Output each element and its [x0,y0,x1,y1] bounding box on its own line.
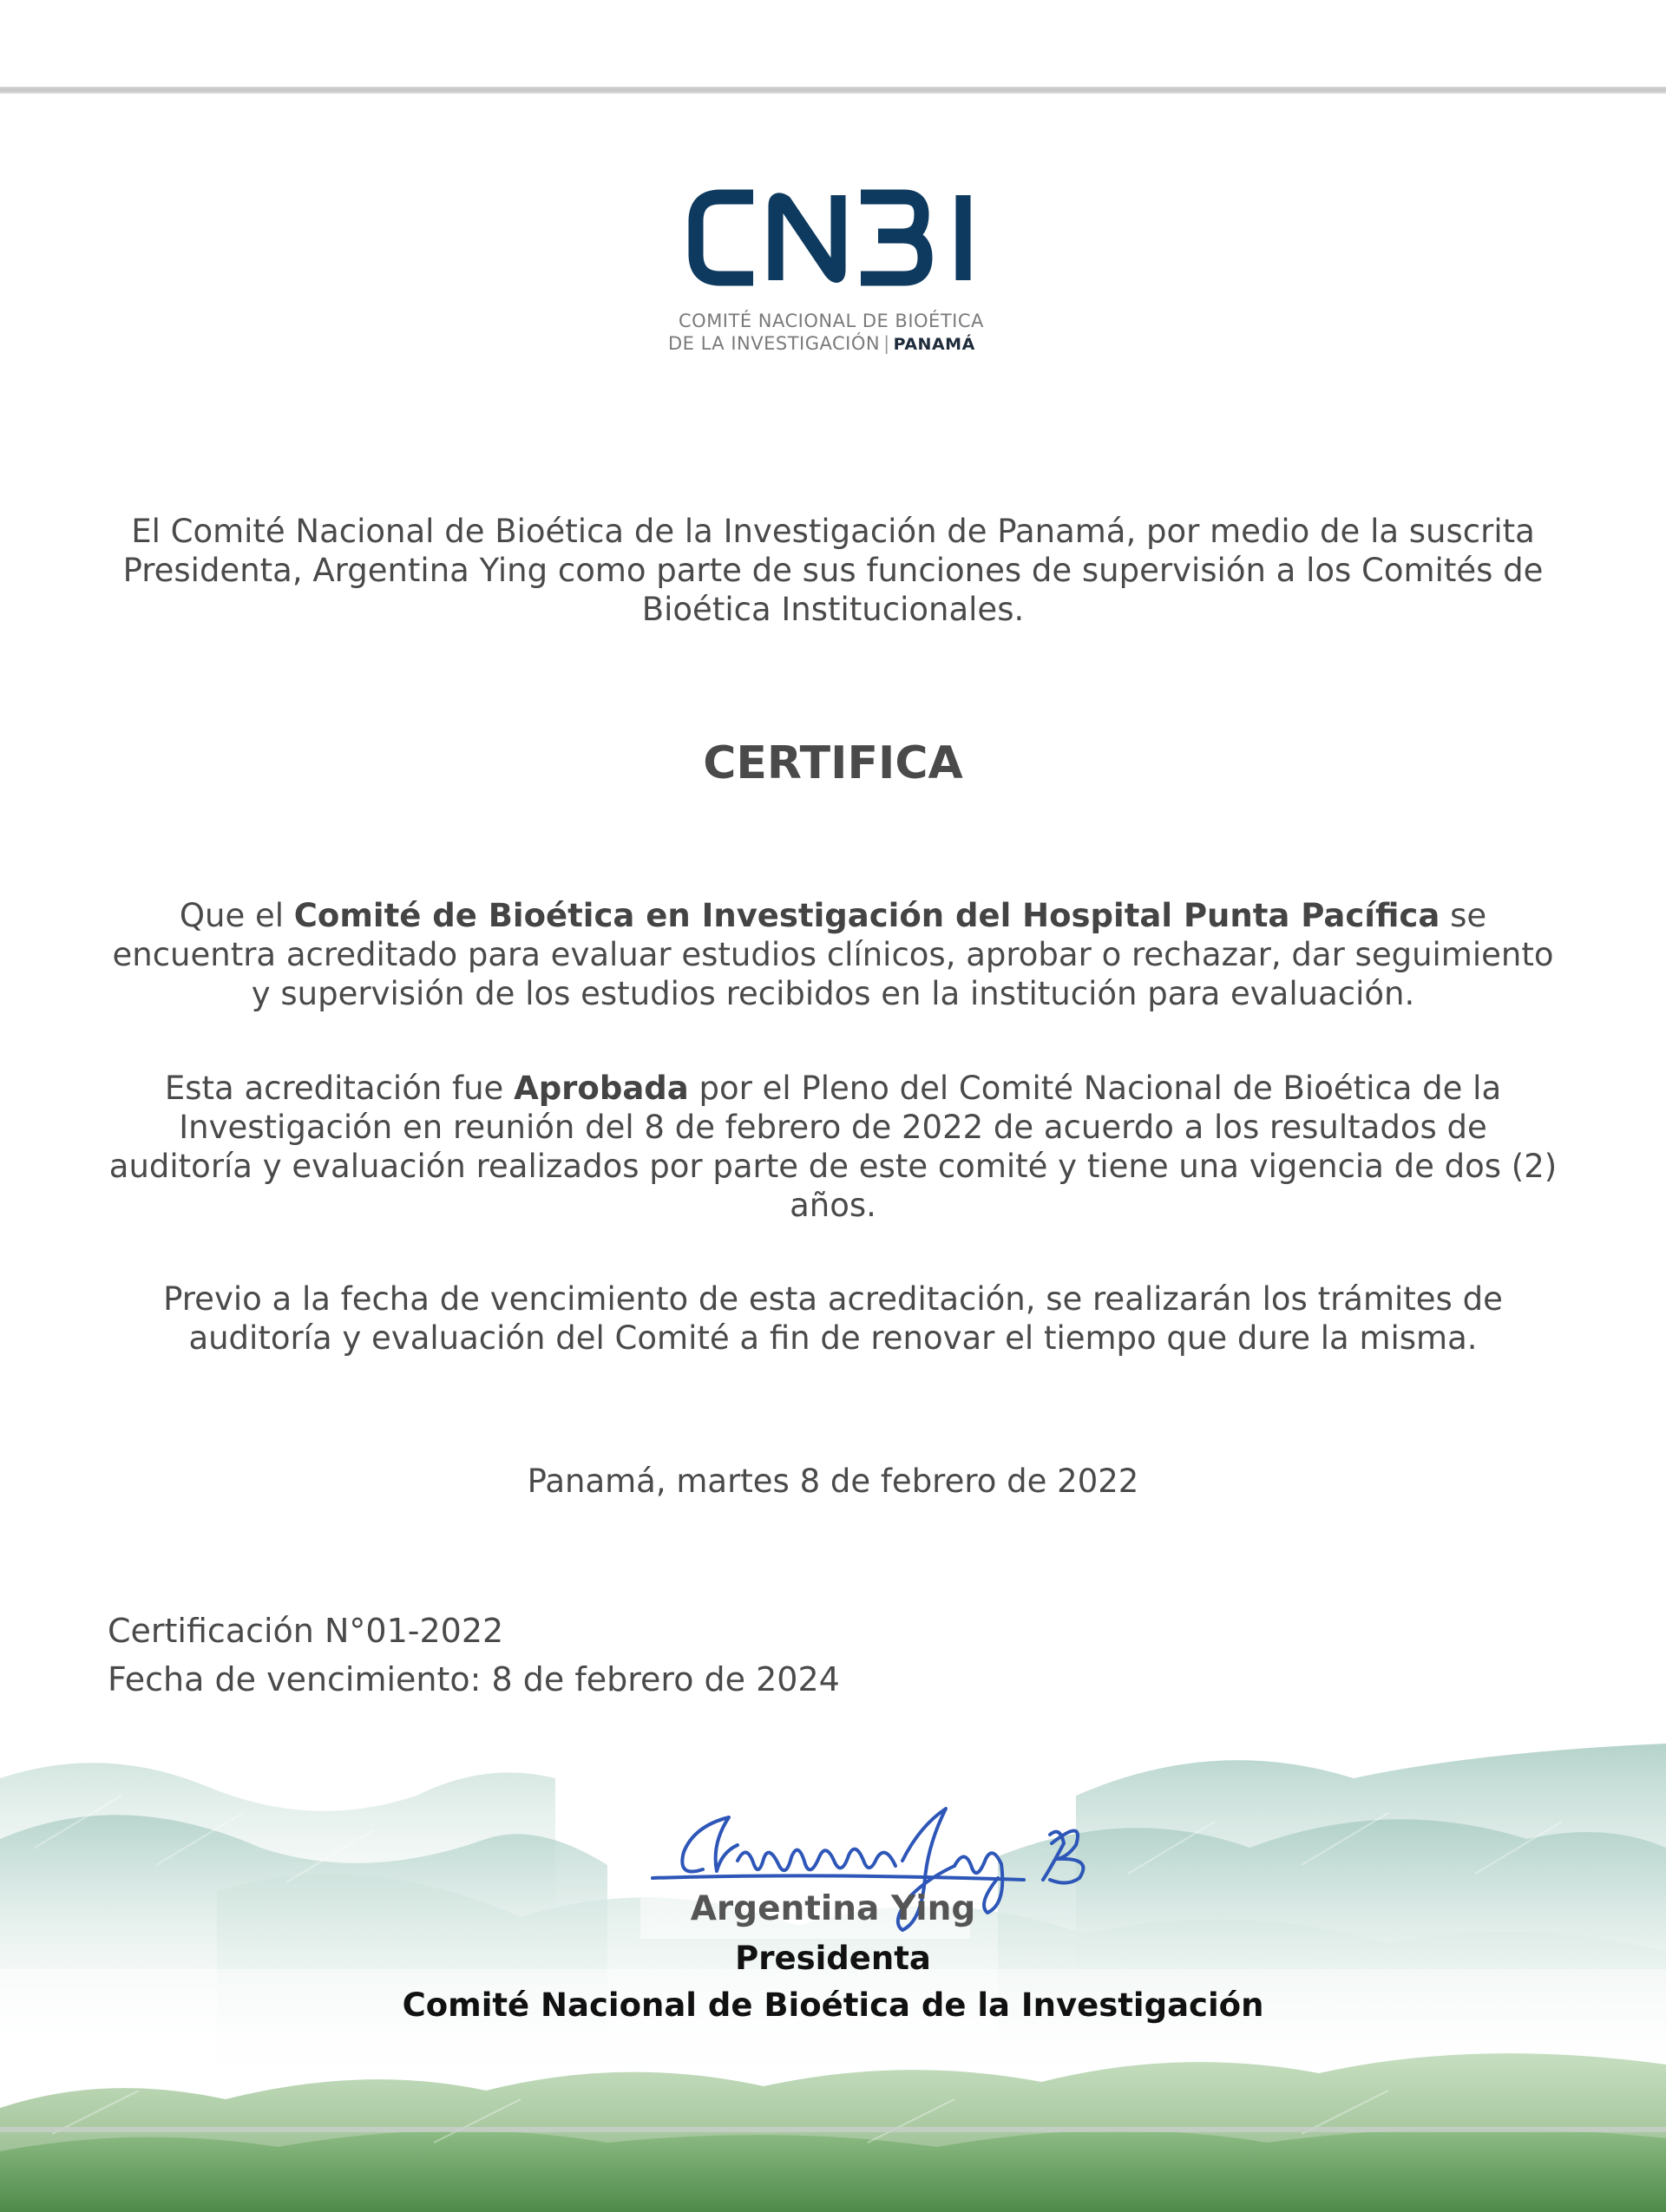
certificate-meta [108,1607,840,1704]
certificate-number: Certificación N°01-2022 [108,1612,504,1650]
certification-prefix: Que el [179,897,294,934]
signer-name: Argentina Ying [690,1889,976,1928]
certification-paragraph [104,896,1562,1013]
top-divider [0,87,1666,94]
logo-subtitle: COMITÉ NACIONAL DE BIOÉTICA DE LA INVESTIGACIÓN | PANAMÁ [668,310,1007,356]
cnbi-logo-mark [685,187,998,289]
logo-subtitle-line2: DE LA INVESTIGACIÓN [668,333,881,354]
approval-suffix: por el Pleno del Comité Nacional de Bioética de la Investigación en reunión del 8 de febrero de 2022 de acuerdo a los resultados de auditoría y evaluación realizados por parte de este comité y tiene una vigencia de dos (2) años. [108,1070,1558,1224]
renewal-paragraph: Previo a la fecha de vencimiento de esta acreditación, se realizarán los trámites de auditoría y evaluación del Comité a fin de renovar el tiempo que dure la misma. [163,1280,1503,1357]
certification-suffix: se encuentra acreditado para evaluar estudios clínicos, aprobar o rechazar, dar seguimiento y supervisión de los estudios recibidos en la institución para evaluación. [112,897,1554,1012]
committee-name: Comité de Bioética en Investigación del Hospital Punta Pacífica [293,897,1440,934]
signer-role: Presidenta [735,1940,931,1977]
expiration-date: Fecha de vencimiento: 8 de febrero de 2024 [108,1660,840,1698]
logo-country: PANAMÁ [893,335,975,354]
signer-organization: Comité Nacional de Bioética de la Investigación [402,1986,1264,2024]
approval-paragraph [104,1069,1562,1225]
approval-prefix: Esta acreditación fue [164,1070,515,1107]
certifica-heading: CERTIFICA [703,737,963,789]
handwritten-signature [642,1783,1128,1956]
cnbi-logo [659,187,1015,360]
bottom-divider [0,2127,1666,2132]
intro-paragraph: El Comité Nacional de Bioética de la Investigación de Panamá, por medio de la suscrita Presidenta, Argentina Ying como parte de sus funciones de supervisión a los Comités de Bioética Institucionales. [122,513,1544,628]
place-date: Panamá, martes 8 de febrero de 2022 [527,1463,1139,1500]
approval-status: Aprobada [514,1070,689,1107]
logo-subtitle-line1: COMITÉ NACIONAL DE BIOÉTICA [679,311,984,331]
